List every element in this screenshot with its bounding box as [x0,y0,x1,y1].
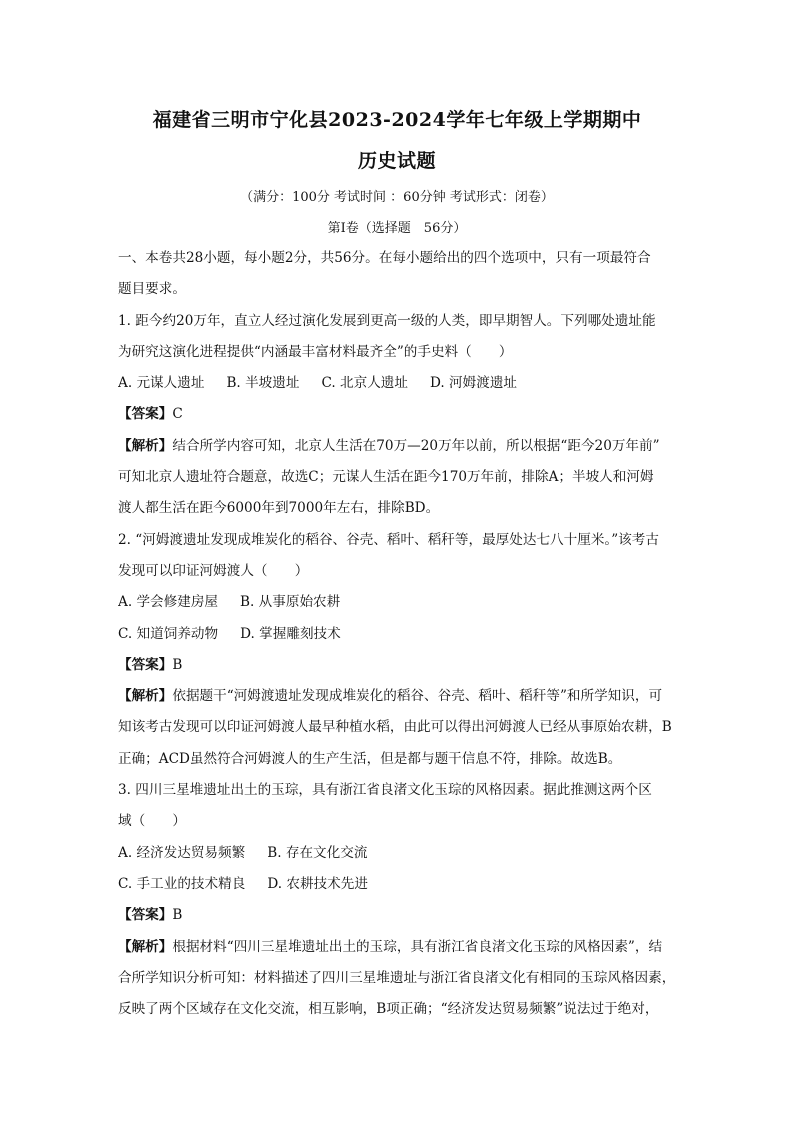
question-2-stem: 2. “河姆渡遗址发现成堆炭化的稻谷、谷壳、稻叶、稻秆等，最厚处达七八十厘米。”该考古 [118,531,659,548]
answer-tag: 【答案】 [118,907,173,924]
question-2-stem: 发现可以印证河姆渡人（ ） [118,562,309,579]
question-3-stem: 域（ ） [118,813,186,830]
option-b: B. 半坡遗址 [226,375,300,392]
instructions-line: 一、本卷共28小题，每小题2分，共56分。在每小题给出的四个选项中，只有一项最符合 [118,250,651,266]
section-heading: 第Ⅰ卷（选择题 56分） [327,221,467,236]
analysis-text: 结合所学内容可知，北京人生活在70万—20万年以前，所以根据“距今20万年前” [172,437,660,454]
document-body [118,243,684,1025]
question-3-analysis [118,932,684,963]
question-3-analysis: 合所学知识分析可知：材料描述了四川三星堆遗址与浙江省良渚文化有相同的玉琮风格因素， [118,969,676,986]
question-1-stem: 1. 距今约20万年，直立人经过演化发展到更高一级的人类，即早期智人。下列哪处遗址能 [118,312,656,329]
option-c: C. 知道饲养动物 [118,625,219,642]
option-c: C. 北京人遗址 [321,375,408,392]
option-d: D. 河姆渡遗址 [429,375,518,392]
question-2-options [118,587,684,618]
question-2-answer [118,650,684,681]
question-1-answer [118,399,684,430]
question-3-options [118,869,684,900]
document-subtitle: 历史试题 [357,150,436,172]
analysis-tag: 【解析】 [118,437,173,454]
option-d: D. 农耕技术先进 [267,875,368,892]
option-a: A. 学会修建房屋 [118,594,219,611]
option-c: C. 手工业的技术精良 [118,875,246,892]
document-title: 福建省三明市宁化县2023-2024学年七年级上学期期中 [152,109,642,131]
option-b: B. 从事原始农耕 [240,594,341,611]
option-a: A. 经济发达贸易频繁 [118,844,246,861]
answer-value: B [172,656,183,673]
option-b: B. 存在文化交流 [267,844,368,861]
analysis-tag: 【解析】 [118,938,173,955]
instructions-line: 题目要求。 [118,281,186,298]
question-2-options [118,619,684,650]
answer-tag: 【答案】 [118,656,173,673]
analysis-text: 依据题干“河姆渡遗址发现成堆炭化的稻谷、谷壳、稻叶、稻秆等”和所学知识，可 [172,688,663,705]
question-3-answer [118,900,684,931]
answer-value: B [172,907,183,924]
option-a: A. 元谋人遗址 [118,375,205,392]
question-1-analysis [118,431,684,462]
question-1-stem: 为研究这演化进程提供“内涵最丰富材料最齐全”的手史料（ ） [118,343,513,360]
answer-value: C [172,406,183,423]
analysis-text: 根据材料“四川三星堆遗址出土的玉琮，具有浙江省良渚文化玉琮的风格因素”，结 [172,938,663,955]
question-2-analysis [118,681,684,712]
question-1-analysis: 渡人都生活在距今6000年到7000年左右，排除BD。 [118,500,440,517]
option-d: D. 掌握雕刻技术 [240,625,341,642]
question-3-stem: 3. 四川三星堆遗址出土的玉琮，具有浙江省良渚文化玉琮的风格因素。据此推测这两个区 [118,782,652,799]
question-1-options [118,368,684,399]
question-2-analysis: 正确；ACD虽然符合河姆渡人的生产生活，但是都与题干信息不符，排除。故选B。 [118,750,622,767]
question-2-analysis: 知该考古发现可以印证河姆渡人最早种植水稻，由此可以得出河姆渡人已经从事原始农耕，B [118,719,672,736]
exam-meta: （满分：100分 考试时间 ：60分钟 考试形式：闭卷） [240,190,554,205]
question-1-analysis: 可知北京人遗址符合题意，故选C；元谋人生活在距今170万年前，排除A；半坡人和河姆 [118,469,654,486]
analysis-tag: 【解析】 [118,688,173,705]
answer-tag: 【答案】 [118,406,173,423]
question-3-analysis: 反映了两个区域存在文化交流，相互影响，B项正确；“经济发达贸易频繁”说法过于绝对， [118,1001,659,1018]
question-3-options [118,838,684,869]
